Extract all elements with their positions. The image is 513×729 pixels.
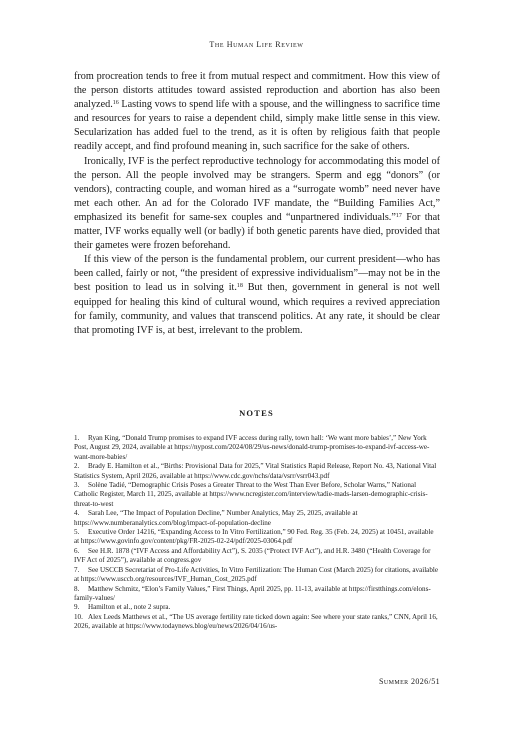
note-item: 3. Solène Tadié, “Demographic Crisis Poses a Greater Threat to the West Than Ever Before, Scholar Warns,” National Catholic Register, March 11, 2025, available at https://www.ncregister.com/interview/tadie-mads-larsen-demographic-crisis-threat-to-west <box>74 481 428 508</box>
footnote-ref-17[interactable]: 17 <box>395 212 402 219</box>
notes-list <box>74 434 440 632</box>
notes-heading: NOTES <box>239 408 274 418</box>
footnote-ref-18[interactable]: 18 <box>236 283 243 290</box>
paragraph-2: Ironically, IVF is the perfect reproductive technology for accommodating this model of the person. All the people involved may be strangers. Sperm and egg “donors” (or vendors), contracting couple, and woman hired as a “surrogate womb” need never have met each other. An ad for the Colorado IVF mandate, the “Building Families Act,” emphasized its benefit for same-sex couples and “unpartnered individuals.”$^{17}$ For that matter, IVF works equally well (or badly) if both genetic parents have died, provided that their gametes were frozen beforehand. <box>74 155 440 252</box>
note-item: 6. See H.R. 1878 (“IVF Access and Affordability Act”), S. 2035 (“Protect IVF Act”), and H.R. 3480 (“Health Coverage for IVF Act of 2025”), available at congress.gov <box>74 546 431 565</box>
note-item: 10. Alex Leeds Matthews et al., “The US average fertility rate ticked down again: See where your state ranks,” CNN, April 16, 2026, available at https://www.todaynews.blog/eu/news/2026/04/16/us- <box>74 612 438 631</box>
note-item: 9. Hamilton et al., note 2 supra. <box>74 603 171 612</box>
note-item: 7. See USCCB Secretariat of Pro-Life Activities, In Vitro Fertilization: The Human Cost (March 2025) for citations, available at https://www.usccb.org/resources/IVF_Human_Cost_2025.pdf <box>74 565 438 584</box>
running-head: The Human Life Review <box>209 40 304 49</box>
note-item: 2. Brady E. Hamilton et al., “Births: Provisional Data for 2025,” Vital Statistics Rapid Release, Report No. 43, National Vital Statistics System, April 2026, available at https://www.cdc.gov/nchs/data/vsrr/vsrr043.pdf <box>74 462 437 480</box>
note-item: 4. Sarah Lee, “The Impact of Population Decline,” Number Analytics, May 25, 2025, available at https://www.numberanalytics.com/blog/impact-of-population-decline <box>74 509 358 527</box>
body-text <box>74 70 440 338</box>
page-number: Summer 2026/51 <box>379 677 440 686</box>
note-item: 8. Matthew Schmitz, “Elon’s Family Values,” First Things, April 2025, pp. 11-13, available at https://firstthings.com/elons-family-values/ <box>74 584 431 602</box>
paragraph-1: from procreation tends to free it from mutual respect and commitment. How this view of the person distorts attitudes toward assisted reproduction and abortion has also been analyzed.$^{16}$ Lasting vows to spend life with a spouse, and the willingness to sacrifice time and resources for years to raise a dependent child, simply make little sense in this view. Secularization has added fuel to the trend, as it is often by religious faith that people readily accept, and find profound meaning in, such sacrifice for the sake of others. <box>74 71 441 153</box>
note-item: 5. Executive Order 14216, “Expanding Access to In Vitro Fertilization,” 90 Fed. Reg. 35 (Feb. 24, 2025) at 10451, available at https://www.govinfo.gov/content/pkg/FR-2025-02-24/pdf/2025-03064.pdf <box>74 528 434 546</box>
note-item: 1. Ryan King, “Donald Trump promises to expand IVF access during rally, town hall: ‘We want more babies’,” New York Post, August 29, 2024, available at https://nypost.com/2024/08/29/us-news/donald-trump-promises-to-expand-ivf-access-we-want-more-babies/ <box>74 434 430 461</box>
footnote-ref-16[interactable]: 16 <box>112 100 119 107</box>
paragraph-3: If this view of the person is the fundamental problem, our current president—who has been called, fairly or not, “the president of expressive individualism”—may not be in the best position to lead us in solving it.$^{18}$ But then, government in general is not well equipped for healing this kind of cultural wound, which requires a revived appreciation for family, community, and values that transcend politics. At any rate, it should be clear that promoting IVF is, at best, irrelevant to the problem. <box>74 254 440 336</box>
